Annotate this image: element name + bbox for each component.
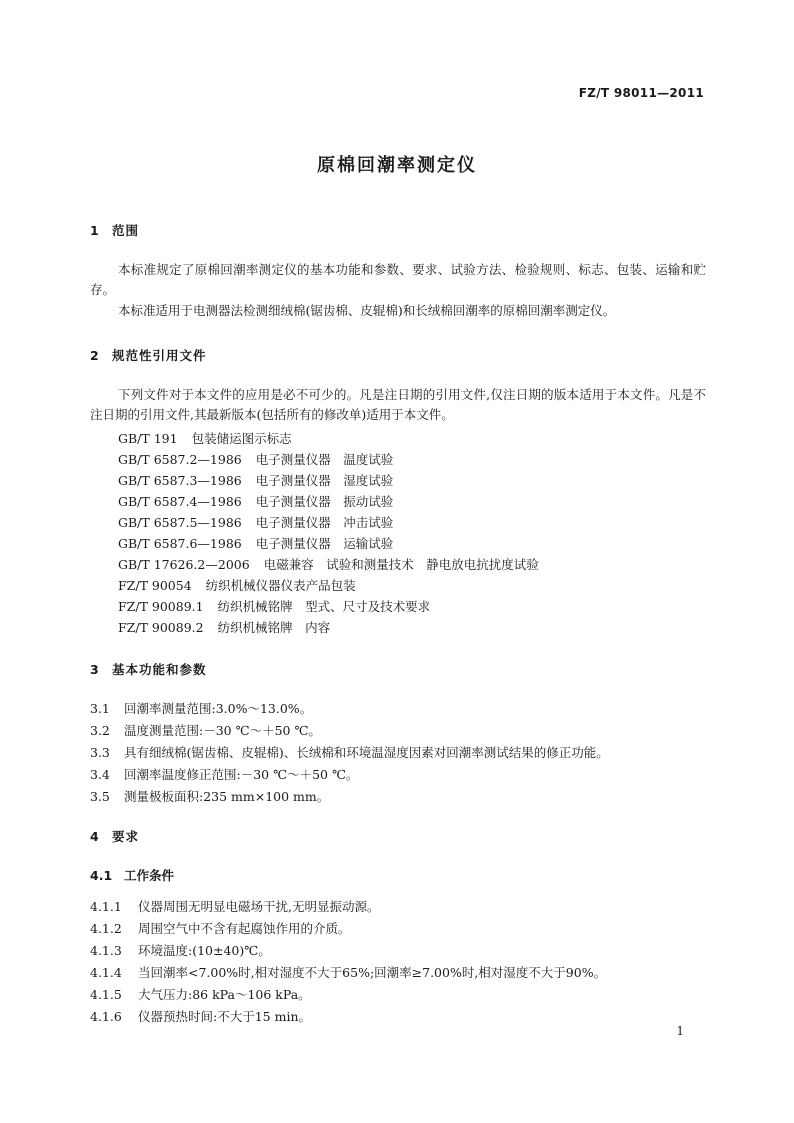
page-number: 1 xyxy=(676,1024,684,1038)
reference-code: GB/T 6587.5—1986 xyxy=(118,515,242,530)
section-number: 4 xyxy=(90,829,99,844)
section-number: 3 xyxy=(90,662,99,677)
reference-code: GB/T 6587.3—1986 xyxy=(118,473,242,488)
reference-code: FZ/T 90089.1 xyxy=(118,599,204,614)
reference-title: 包装储运图示标志 xyxy=(191,431,292,446)
clause-number: 4.1.1 xyxy=(90,899,122,914)
clause-item xyxy=(90,963,606,981)
reference-item xyxy=(118,576,356,594)
paragraph: 下列文件对于本文件的应用是必不可少的。凡是注日期的引用文件,仅注日期的版本适用于本文件。凡是不注日期的引用文件,其最新版本(包括所有的修改单)适用于本文件。 xyxy=(90,387,706,422)
section-title: 规范性引用文件 xyxy=(112,348,207,363)
reference-code: GB/T 6587.4—1986 xyxy=(118,494,242,509)
reference-code: FZ/T 90089.2 xyxy=(118,620,204,635)
clause-text: 温度测量范围:－30 ℃～＋50 ℃。 xyxy=(124,723,321,738)
clause-text: 测量极板面积:235 mm×100 mm。 xyxy=(124,789,330,804)
reference-title: 电子测量仪器 冲击试验 xyxy=(255,515,394,530)
reference-code: GB/T 191 xyxy=(118,431,178,446)
subsection-title: 工作条件 xyxy=(124,868,175,883)
reference-title: 纺织机械仪器仪表产品包装 xyxy=(205,578,356,593)
section-title: 基本功能和参数 xyxy=(112,662,207,677)
reference-item xyxy=(118,513,393,531)
reference-item xyxy=(118,492,393,510)
section-title: 要求 xyxy=(112,829,140,844)
clause-item xyxy=(90,897,379,915)
standard-code: FZ/T 98011—2011 xyxy=(578,86,704,100)
reference-item xyxy=(118,429,292,447)
clause-number: 3.5 xyxy=(90,789,110,804)
reference-code: GB/T 6587.6—1986 xyxy=(118,536,242,551)
reference-item xyxy=(118,534,393,552)
clause-number: 3.1 xyxy=(90,701,110,716)
clause-text: 回潮率测量范围:3.0%～13.0%。 xyxy=(124,701,313,716)
reference-title: 电磁兼容 试验和测量技术 静电放电抗扰度试验 xyxy=(263,557,539,572)
paragraph: 本标准适用于电测器法检测细绒棉(锯齿棉、皮辊棉)和长绒棉回潮率的原棉回潮率测定仪。 xyxy=(118,303,616,318)
clause-text: 具有细绒棉(锯齿棉、皮辊棉)、长绒棉和环境温湿度因素对回潮率测试结果的修正功能。 xyxy=(124,745,609,760)
reference-item xyxy=(118,618,330,636)
section-number: 1 xyxy=(90,223,99,238)
subsection-4-1-heading xyxy=(90,866,174,884)
reference-item xyxy=(118,555,539,573)
reference-item xyxy=(118,450,393,468)
reference-title: 电子测量仪器 运输试验 xyxy=(255,536,394,551)
clause-number: 3.4 xyxy=(90,767,110,782)
section-1-heading xyxy=(90,221,139,239)
reference-code: GB/T 6587.2—1986 xyxy=(118,452,242,467)
reference-title: 电子测量仪器 湿度试验 xyxy=(255,473,394,488)
clause-text: 周围空气中不含有起腐蚀作用的介质。 xyxy=(138,921,351,936)
clause-number: 4.1.3 xyxy=(90,943,122,958)
clause-item xyxy=(90,919,351,937)
reference-item xyxy=(118,471,393,489)
clause-item xyxy=(90,985,311,1003)
reference-title: 纺织机械铭牌 内容 xyxy=(217,620,331,635)
clause-number: 4.1.5 xyxy=(90,987,122,1002)
reference-code: GB/T 17626.2—2006 xyxy=(118,557,250,572)
clause-item xyxy=(90,787,329,805)
reference-title: 纺织机械铭牌 型式、尺寸及技术要求 xyxy=(217,599,431,614)
clause-text: 仪器周围无明显电磁场干扰,无明显振动源。 xyxy=(138,899,380,914)
section-3-heading xyxy=(90,660,207,678)
reference-code: FZ/T 90054 xyxy=(118,578,192,593)
reference-item xyxy=(118,597,430,615)
clause-item xyxy=(90,743,609,761)
reference-title: 电子测量仪器 振动试验 xyxy=(255,494,394,509)
clause-number: 4.1.2 xyxy=(90,921,122,936)
section-2-heading xyxy=(90,346,207,364)
subsection-number: 4.1 xyxy=(90,868,113,883)
clause-text: 仪器预热时间:不大于15 min。 xyxy=(138,1009,311,1024)
clause-item xyxy=(90,1007,311,1025)
clause-text: 当回潮率<7.00%时,相对湿度不大于65%;回潮率≥7.00%时,相对湿度不大于90%。 xyxy=(138,965,607,980)
clause-item xyxy=(90,941,271,959)
clause-item xyxy=(90,765,358,783)
clause-text: 大气压力:86 kPa～106 kPa。 xyxy=(138,987,311,1002)
clause-number: 3.3 xyxy=(90,745,110,760)
section-4-heading xyxy=(90,827,139,845)
clause-number: 3.2 xyxy=(90,723,110,738)
clause-text: 环境温度:(10±40)℃。 xyxy=(138,943,271,958)
clause-item xyxy=(90,721,321,739)
clause-text: 回潮率温度修正范围:－30 ℃～＋50 ℃。 xyxy=(124,767,359,782)
clause-number: 4.1.6 xyxy=(90,1009,122,1024)
clause-item xyxy=(90,699,312,717)
clause-number: 4.1.4 xyxy=(90,965,122,980)
document-title: 原棉回潮率测定仪 xyxy=(317,155,477,176)
section-number: 2 xyxy=(90,348,99,363)
paragraph: 本标准规定了原棉回潮率测定仪的基本功能和参数、要求、试验方法、检验规则、标志、包装、运输和贮存。 xyxy=(90,262,706,297)
reference-title: 电子测量仪器 温度试验 xyxy=(255,452,394,467)
section-title: 范围 xyxy=(112,223,140,238)
